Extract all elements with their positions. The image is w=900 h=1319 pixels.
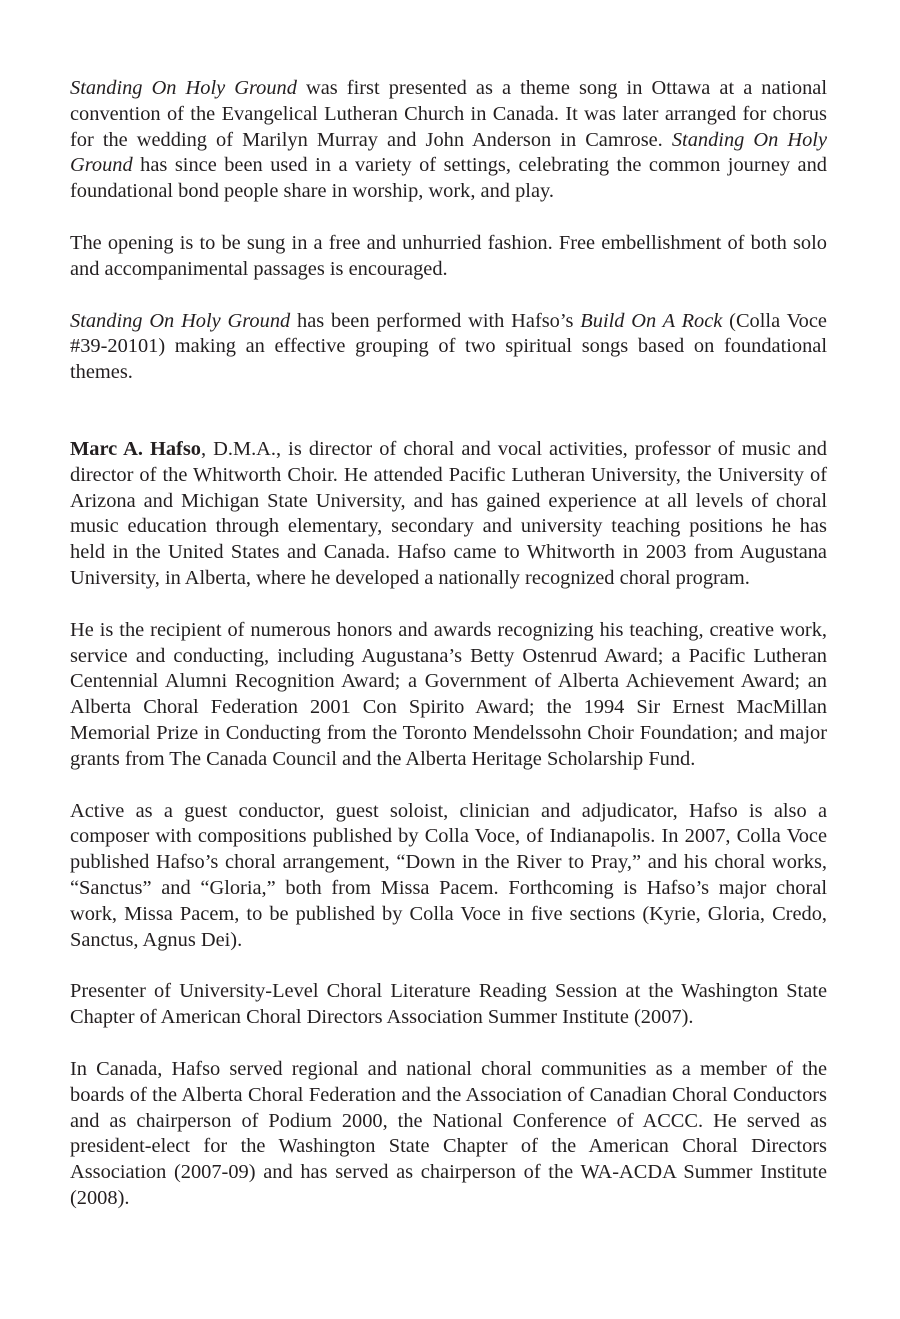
song-title: Build On A Rock [580,309,723,332]
bio-paragraph-service: In Canada, Hafso served regional and national choral communities as a member of the boards of the Alberta Choral Federation and the Association of Canadian Choral Conductors and as chairperson of Podium 2000, the National Conference of ACCC. He served as president-elect for the Washington State Chapter of the American Choral Directors Association (2007-09) and has served as chairperson of the WA-ACDA Summer Institute (2008). [70,1057,827,1209]
intro-paragraph-history [70,76,827,205]
paragraph-text: was first presented as a theme song in Ottawa at a national convention of the Evangelical Lutheran Church in Canada. It was later arranged for chorus for the wedding of Marilyn Murray and John Anderson in Camrose. [70,77,827,151]
document-page [70,76,827,1238]
intro-paragraph-performance-notes: The opening is to be sung in a free and unhurried fashion. Free embellishment of both solo and accompanimental passages is encouraged. [70,231,827,280]
paragraph-text: , D.M.A., is director of choral and vocal activities, professor of music and director of the Whitworth Choir. He attended Pacific Lutheran University, the University of Arizona and Michigan State University, and has gained experience at all levels of choral music education through elementary, secondary and university teaching positions he has held in the United States and Canada. Hafso came to Whitworth in 2003 from Augustana University, in Alberta, where he developed a nationally recognized choral program. [70,437,827,589]
bio-paragraph-presenter: Presenter of University-Level Choral Literature Reading Session at the Washington State Chapter of American Choral Directors Association Summer Institute (2007). [70,980,827,1029]
section-spacer [70,412,827,437]
bio-paragraph-compositions: Active as a guest conductor, guest soloist, clinician and adjudicator, Hafso is also a composer with compositions published by Colla Voce, of Indianapolis. In 2007, Colla Voce published Hafso’s choral arrangement, “Down in the River to Pray,” and his choral works, “Sanctus” and “Gloria,” both from Missa Pacem. Forthcoming is Hafso’s major choral work, Missa Pacem, to be published by Colla Voce in five sections (Kyrie, Gloria, Credo, Sanctus, Agnus Dei). [70,799,827,951]
intro-paragraph-pairing [70,309,827,386]
bio-paragraph-intro [70,437,827,592]
composer-name: Marc A. Hafso [70,437,201,460]
song-title: Standing On Holy Ground [70,128,827,177]
paragraph-text: has been performed with Hafso’s [290,309,581,332]
bio-paragraph-awards: He is the recipient of numerous honors and awards recognizing his teaching, creative work, service and conducting, including Augustana’s Betty Ostenrud Award; a Pacific Lutheran Centennial Alumni Recognition Award; a Government of Alberta Achievement Award; an Alberta Choral Federation 2001 Con Spirito Award; the 1994 Sir Ernest MacMillan Memorial Prize in Conducting from the Toronto Mendelssohn Choir Foundation; and major grants from The Canada Council and the Alberta Heritage Scholarship Fund. [70,618,827,770]
song-title: Standing On Holy Ground [70,309,291,332]
paragraph-text: (Colla Voce #39-20101) making an effective grouping of two spiritual songs based on foundational themes. [70,309,827,384]
paragraph-text: has since been used in a variety of settings, celebrating the common journey and foundational bond people share in worship, work, and play. [70,154,827,203]
song-title: Standing On Holy Ground [70,77,297,99]
